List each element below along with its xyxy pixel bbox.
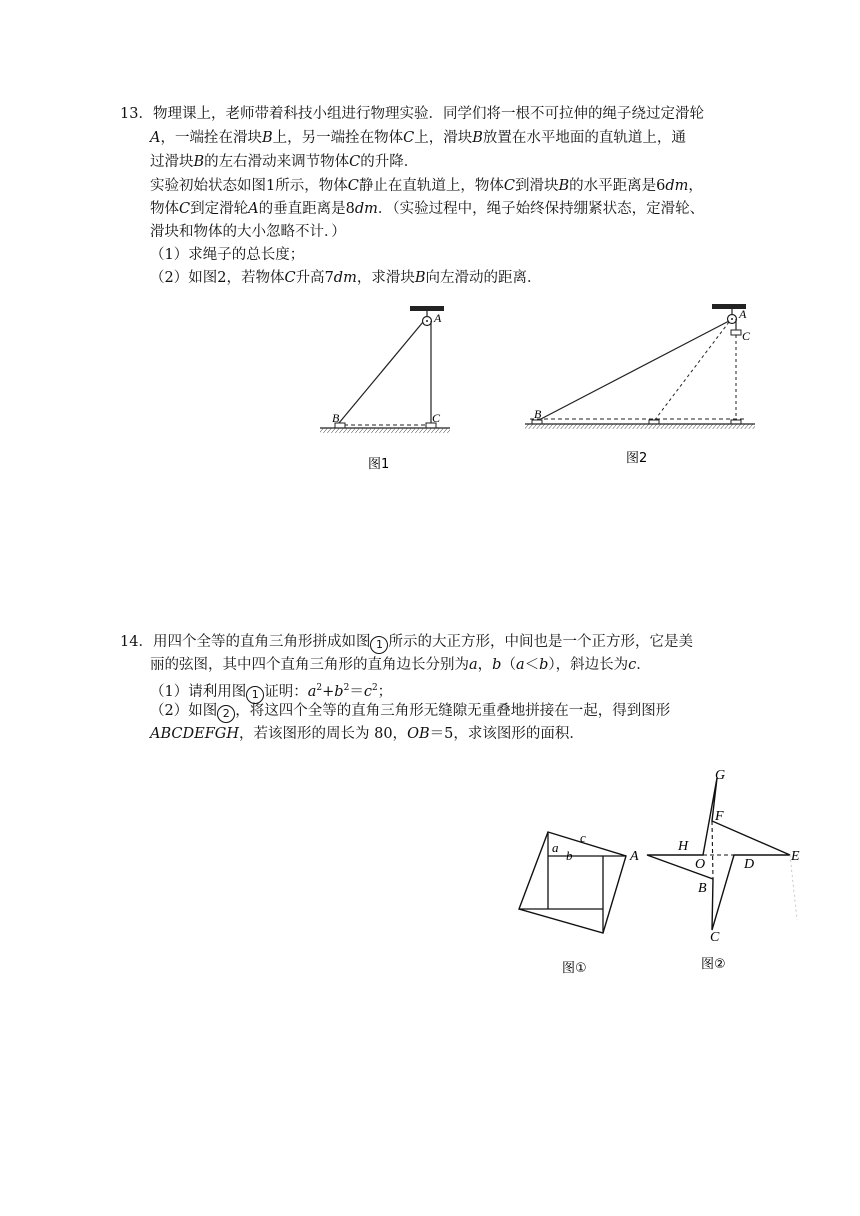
label-F: F [715,809,724,824]
q13-text: （2）如图2，若物体 [150,270,285,286]
dashed-vertical [712,821,713,879]
q13-text: ， [688,178,703,194]
label-A: A [739,307,747,321]
q14-text: 丽的弦图，其中四个直角三角形的直角边长分别为 [150,657,469,673]
q14-text: ＝5，求该图形的面积． [429,726,584,742]
less-than: ＜ [524,657,540,673]
label-a: a [552,840,559,855]
q13-line-5 [150,199,704,219]
pinwheel-shape [647,778,790,930]
object-C-raised [731,330,741,335]
ground-hatch [525,424,755,429]
q13-line-1 [120,104,704,124]
q13-text: 上，另一端拴在物体 [272,130,404,146]
var-B: B [193,154,205,170]
q13-line-3 [150,152,418,172]
q13-figure-1 [310,296,460,476]
q14-text: ，若该图形的周长为 80， [239,726,408,742]
q13-line-2 [150,128,686,148]
unit-dm: dm [665,178,689,194]
var-B: B [558,178,570,194]
var-a: a [515,657,525,673]
figure-name: ABCDEFGH [150,726,239,742]
comma: ， [477,657,493,673]
q13-text: ．（实验过程中，绳子始终保持绷紧状态，定滑轮、 [377,201,705,217]
q14-text: ． [636,657,651,673]
var-C: C [179,201,191,217]
q14-line-2 [150,655,651,675]
q14-figure-1 [510,822,640,982]
var-A: A [248,201,259,217]
var-b: b [492,657,502,673]
rope-old-position [654,322,729,421]
q13-text: 的垂直距离是 [258,201,346,217]
fig1-caption: 图① [562,961,587,976]
label-G: G [715,768,726,783]
q14-line-3 [150,678,392,704]
label-C: C [432,411,441,425]
q14-text: ），斜边长为 [548,657,629,673]
pulley-axle [731,318,733,320]
var-B: B [414,270,426,286]
outer-square [519,832,626,933]
circled-1: 1 [370,636,388,654]
q14-text: 证明： [264,683,308,700]
label-C: C [710,930,720,945]
q13-text: ，一端拴在滑块 [160,130,262,146]
fig2-caption: 图② [701,957,726,972]
eq-equals: ＝ [349,683,364,700]
q14-text: ，将这四个全等的直角三角形无缝隙无重叠地拼接在一起，得到图形 [235,703,671,719]
q14-text: （1）请利用图 [150,683,247,700]
label-b: b [566,848,573,863]
q14-line-5 [150,724,584,744]
q14-text: （ [501,657,516,673]
var-C: C [349,154,361,170]
label-O: O [695,857,706,872]
label-D: D [744,857,755,872]
var-c: c [628,657,637,673]
q13-text: 的左右滑动来调节物体 [204,154,350,170]
var-C: C [347,178,359,194]
eq-b: b [334,683,344,700]
q13-text: 到定滑轮 [190,201,249,217]
fig2-caption: 图2 [626,451,648,466]
q14-line-1 [120,632,693,654]
q13-part1: （1）求绳子的总长度； [150,247,305,263]
q13-text: 的水平距离是 [569,178,657,194]
q13-line-4 [150,176,703,196]
slider-B-old [649,420,659,424]
q13-text: 上，滑块 [414,130,473,146]
q14-figure-2 [625,768,815,978]
sup-2: 2 [316,683,323,693]
var-B: B [261,130,273,146]
sup-2: 2 [343,683,350,693]
q13-text: 放置在水平地面的直轨道上，通 [482,130,686,146]
label-B: B [698,881,707,896]
q13-text: 向左滑动的距离． [425,270,542,286]
q13-text: 的升降． [360,154,419,170]
sup-2: 2 [371,683,378,693]
eq-a: a [307,683,317,700]
label-B: B [534,407,542,421]
fig1-caption: 图1 [368,457,390,472]
q14-text: 14．用四个全等的直角三角形拼成如图 [120,634,371,650]
q13-text: 13．物理课上，老师带着科技小组进行物理实验．同学们将一根不可拉伸的绳子绕过定滑轮 [120,106,704,122]
label-A: A [434,311,442,325]
eq-c: c [363,683,372,700]
var-a: a [469,657,478,673]
q14-line-4 [150,701,670,723]
eq-plus: + [322,683,335,700]
q13-line-8 [150,268,542,288]
var-OB: OB [407,726,430,742]
q13-figure-2 [520,296,760,471]
q13-text: 实验初始状态如图1所示，物体 [150,178,348,194]
q13-text: 滑块和物体的大小忽略不计．） [150,224,346,240]
label-E: E [791,849,800,864]
var-B: B [472,130,483,146]
label-B: B [332,411,340,425]
unit-dm: dm [333,270,357,286]
base-C [731,420,741,424]
num-6: 6 [656,178,666,194]
circled-1: 1 [246,686,264,704]
q13-text: 过滑块 [150,154,194,170]
circled-2: 2 [217,705,235,723]
label-H: H [678,839,689,854]
rope-AB [339,322,423,423]
ground-hatch [320,428,450,433]
q14-text: （2）如图 [150,703,218,719]
q13-text: 物体 [150,201,179,217]
label-c: c [580,830,586,845]
num-7: 7 [324,270,334,286]
var-A: A [150,130,161,146]
rope-AB-new [537,321,729,421]
q13-text: 到滑块 [514,178,559,194]
num-8: 8 [345,201,355,217]
var-b: b [539,657,549,673]
q13-text: 静止在直轨道上，物体 [358,178,504,194]
label-C: C [742,329,751,343]
label-A: A [630,849,639,864]
var-C: C [403,130,415,146]
dashed-right-edge [790,855,797,920]
q13-text: 升高 [295,270,325,286]
q13-line-7 [150,245,304,265]
pulley-axle [426,320,428,322]
q14-text: ； [377,683,393,700]
q13-line-6 [150,222,346,242]
q14-text: 所示的大正方形，中间也是一个正方形，它是美 [388,634,693,650]
unit-dm: dm [354,201,378,217]
var-C: C [503,178,515,194]
q13-text: ，求滑块 [356,270,415,286]
var-C: C [284,270,296,286]
